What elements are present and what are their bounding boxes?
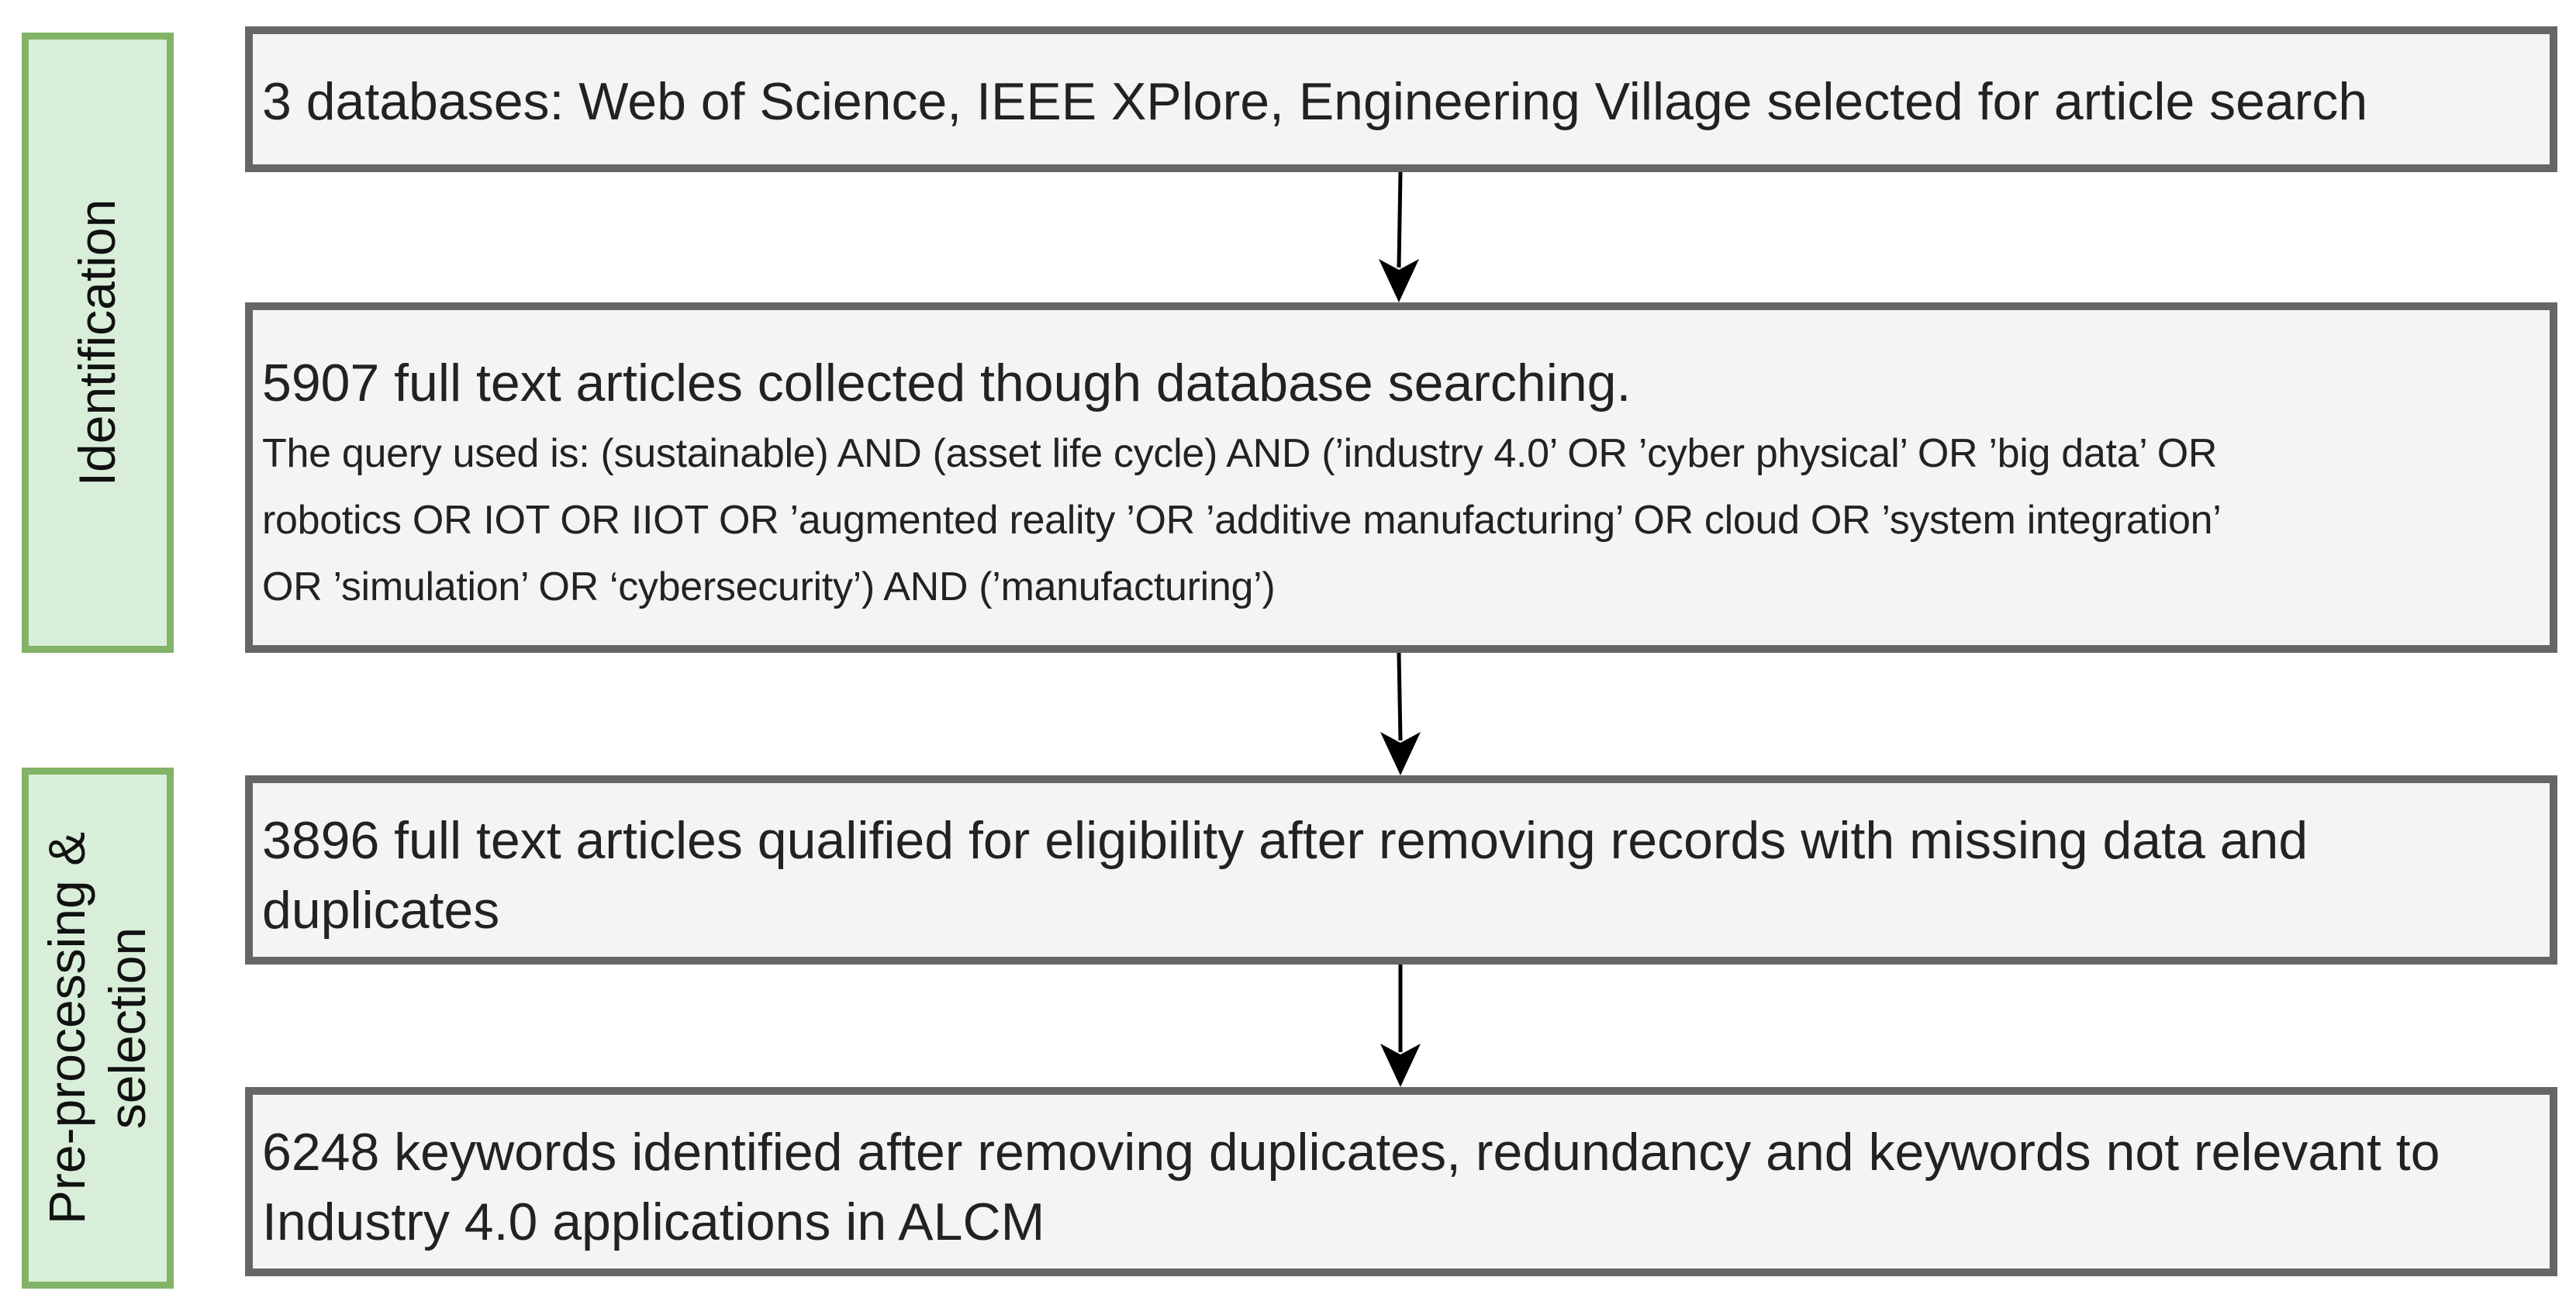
- step-databases-text: 3 databases: Web of Science, IEEE XPlore, Engineering Village selected for article search: [262, 72, 2368, 131]
- step-eligibility-text-line-1: 3896 full text articles qualified for eligibility after removing records with missing data and: [262, 811, 2308, 870]
- phase-preprocessing-label-line2: selection: [98, 927, 156, 1130]
- step-keywords-text-line-2: Industry 4.0 applications in ALCM: [262, 1192, 1045, 1251]
- search-query-line-3: OR ’simulation’ OR ‘cybersecurity’) AND (’manufacturing’): [262, 564, 1276, 610]
- arrow-1-to-2-line: [1399, 172, 1400, 267]
- step-eligibility-text-line-2: duplicates: [262, 880, 500, 940]
- step-collected-text: 5907 full text articles collected though database searching.: [262, 354, 1632, 412]
- arrow-2-to-3-line: [1399, 653, 1400, 740]
- search-query-line-2: robotics OR IOT OR IIOT OR ’augmented reality ’OR ’additive manufacturing’ OR cloud OR ’system integration’: [262, 498, 2222, 544]
- phase-preprocessing-label-line1: Pre-processing &: [38, 831, 96, 1225]
- step-keywords-text-line-1: 6248 keywords identified after removing duplicates, redundancy and keywords not relevant to: [262, 1123, 2440, 1182]
- search-query-line-1: The query used is: (sustainable) AND (asset life cycle) AND (’industry 4.0’ OR ’cyber physical’ OR ’big data’ OR: [262, 430, 2218, 476]
- phase-identification-label: Identification: [68, 198, 126, 487]
